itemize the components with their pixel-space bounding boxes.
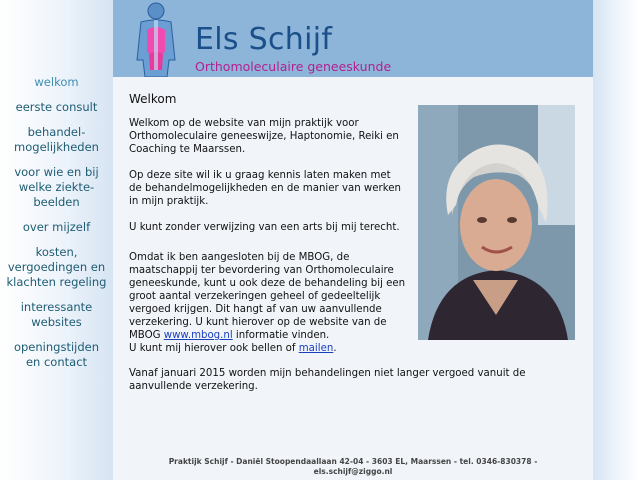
footer — [113, 457, 593, 477]
nav-websites-label: interessante websites — [20, 300, 93, 329]
mail-link[interactable]: mailen — [298, 343, 334, 354]
site-title: Els Schijf — [195, 22, 333, 57]
nav-over-mijzelf[interactable]: over mijzelf — [22, 220, 91, 234]
paragraph-site: Op deze site wil ik u graag kennis laten maken met de behandelmogelijkheden en de manier van werken in mijn praktijk. — [129, 170, 401, 207]
mbog-text-c: U kunt mij hierover ook bellen of — [129, 343, 299, 354]
human-body-icon — [131, 0, 181, 77]
footer-email: els.schijf@ziggo.nl — [313, 467, 393, 476]
mbog-link[interactable]: www.mbog.nl — [163, 330, 233, 341]
site-subtitle: Orthomoleculaire geneeskunde — [195, 59, 392, 74]
mbog-text-b: informatie vinden. — [232, 330, 330, 341]
nav-eerste-consult[interactable]: eerste consult — [15, 100, 98, 114]
mbog-text — [129, 251, 409, 368]
main-content — [113, 77, 593, 480]
intro-text — [129, 117, 404, 247]
nav-openingstijden-label: openingstijden en contact — [13, 340, 100, 369]
nav-behandelmogelijkheden-label: behandel- mogelijkheden — [14, 125, 99, 154]
mbog-text-a: Omdat ik ben aangesloten bij de MBOG, de maatschappij ter bevordering van Orthomoleculaire geneeskunde, kunt u ook deze de behandeling bij een groot aantal verzekeringen geheel of gedeeltelijk vergoed krijgen. Dit hangt af van uw aanvullende verzekering. U kunt hierover op de website van de MBOG — [129, 252, 406, 341]
site-header — [113, 0, 593, 77]
nav-kosten-label: kosten, vergoedingen en klachten regeling — [6, 245, 107, 289]
right-gradient — [593, 0, 640, 480]
page-heading: Welkom — [129, 92, 177, 106]
sidebar — [0, 0, 113, 480]
nav-voor-wie[interactable] — [0, 165, 113, 210]
nav-openingstijden[interactable] — [0, 340, 113, 370]
nav-behandelmogelijkheden[interactable] — [0, 125, 113, 155]
paragraph-2015: Vanaf januari 2015 worden mijn behandelingen niet langer vergoed vanuit de aanvullende verzekering. — [129, 368, 526, 392]
mbog-text-d: . — [333, 343, 337, 354]
nav-voor-wie-label: voor wie en bij welke ziekte- beelden — [14, 165, 99, 209]
footer-address: Praktijk Schijf - Daniël Stoopendaallaan 42-04 - 3603 EL, Maarssen - tel. 0346-830378 - — [168, 457, 538, 466]
paragraph-mbog — [129, 251, 409, 355]
portrait-photo — [418, 105, 575, 340]
sidebar-nav — [0, 75, 113, 380]
nav-welkom[interactable]: welkom — [34, 75, 79, 89]
nav-interessante-websites[interactable] — [0, 300, 113, 330]
nav-kosten[interactable] — [0, 245, 113, 290]
paragraph-welcome: Welkom op de website van mijn praktijk voor Orthomoleculaire geneeswijze, Haptonomie, Reiki en Coaching te Maarssen. — [129, 118, 399, 155]
paragraph-no-referral: U kunt zonder verwijzing van een arts bij mij terecht. — [129, 222, 400, 233]
